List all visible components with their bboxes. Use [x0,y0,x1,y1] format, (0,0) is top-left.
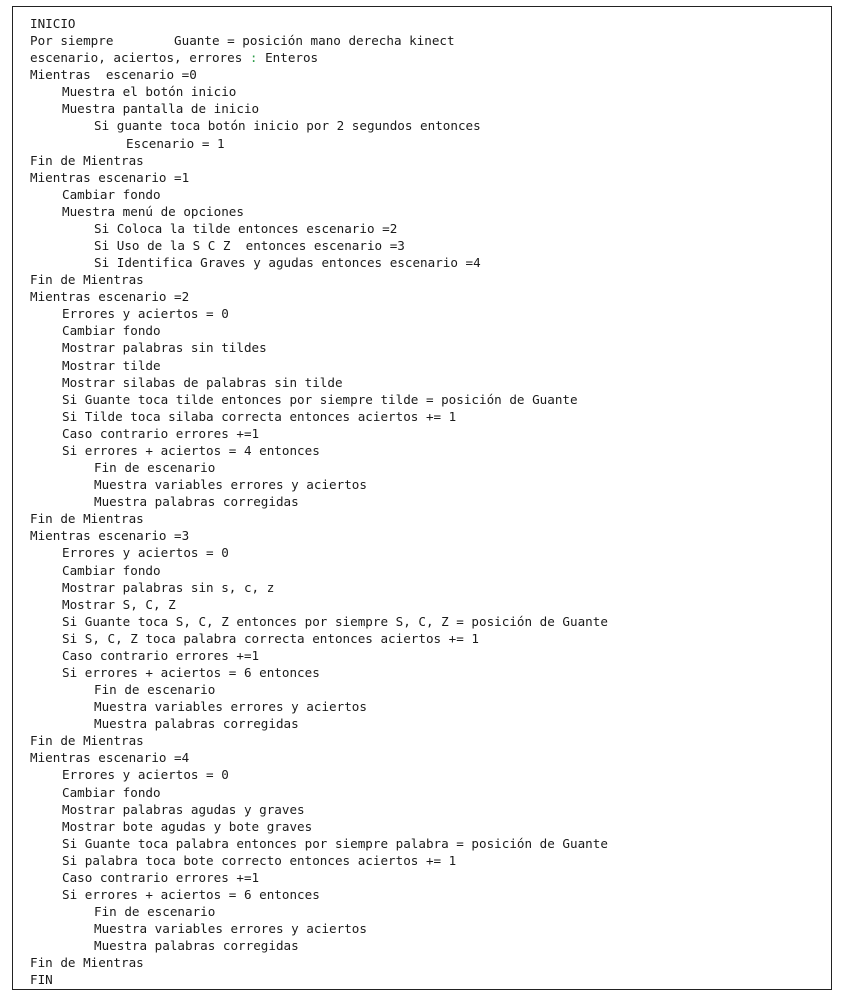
code-line: Fin de escenario [94,682,216,698]
code-line: Si errores + aciertos = 6 entonces [62,886,320,902]
code-line: FIN [30,972,53,988]
code-line: Si Guante toca S, C, Z entonces por siempre S, C, Z = posición de Guante [62,613,608,629]
code-line: Mostrar S, C, Z [62,596,176,612]
code-line: Mostrar silabas de palabras sin tilde [62,374,343,390]
code-line: Muestra menú de opciones [62,203,244,219]
code-line: Mostrar palabras agudas y graves [62,801,305,817]
code-line: Muestra palabras corregidas [94,716,299,732]
code-line: Si Guante toca tilde entonces por siempre tilde = posición de Guante [62,391,578,407]
code-line: Caso contrario errores +=1 [62,869,260,885]
code-line: Muestra el botón inicio [62,84,237,100]
code-line: Mientras escenario =2 [30,289,190,305]
code-line: Muestra variables errores y aciertos [94,921,367,937]
code-line: Cambiar fondo [62,186,161,202]
code-line: Si Uso de la S C Z entonces escenario =3 [94,238,405,254]
code-line: Fin de escenario [94,904,216,920]
code-line: Errores y aciertos = 0 [62,306,229,322]
code-line: Muestra palabras corregidas [94,938,299,954]
code-line: Si errores + aciertos = 6 entonces [62,664,320,680]
code-line: Fin de Mientras [30,733,144,749]
code-line: Fin de Mientras [30,511,144,527]
code-line: INICIO [30,16,76,31]
code-line: Si Tilde toca silaba correcta entonces aciertos += 1 [62,408,457,424]
code-line: Si Guante toca palabra entonces por siempre palabra = posición de Guante [62,835,608,851]
code-line: Mientras escenario =1 [30,169,190,185]
code-line: Muestra palabras corregidas [94,494,299,510]
code-line: Escenario = 1 [126,135,225,151]
code-line: Caso contrario errores +=1 [62,647,260,663]
code-line: Si Coloca la tilde entonces escenario =2 [94,220,398,236]
code-line: Cambiar fondo [62,784,161,800]
code-line: Mostrar palabras sin tildes [62,340,267,356]
code-line: Mostrar bote agudas y bote graves [62,818,313,834]
code-line: escenario, aciertos, errores : Enteros [30,50,319,66]
pseudocode-frame [12,6,832,990]
code-line: Si errores + aciertos = 4 entonces [62,442,320,458]
code-line: Mostrar tilde [62,357,161,373]
code-line: Mientras escenario =0 [30,67,197,83]
code-line: Mostrar palabras sin s, c, z [62,579,275,595]
code-line: Mientras escenario =4 [30,750,190,766]
code-line: Fin de Mientras [30,272,144,288]
code-line: Errores y aciertos = 0 [62,545,229,561]
code-line: Si Identifica Graves y agudas entonces escenario =4 [94,255,481,271]
code-line: Muestra pantalla de inicio [62,101,260,117]
code-line: Cambiar fondo [62,562,161,578]
code-line: Cambiar fondo [62,323,161,339]
code-line: Mientras escenario =3 [30,528,190,544]
code-line: Si guante toca botón inicio por 2 segundos entonces [94,118,481,134]
code-line: Muestra variables errores y aciertos [94,477,367,493]
code-line: Si S, C, Z toca palabra correcta entonces aciertos += 1 [62,630,480,646]
code-line: Errores y aciertos = 0 [62,767,229,783]
code-line: Por siempre Guante = posición mano derecha kinect [30,33,455,49]
type-colon: : [249,50,258,66]
code-line: Fin de Mientras [30,955,144,971]
code-line: Fin de Mientras [30,152,144,168]
code-line: Si palabra toca bote correcto entonces aciertos += 1 [62,852,457,868]
pseudocode-block [30,15,608,988]
code-line: Caso contrario errores +=1 [62,425,260,441]
code-line: Fin de escenario [94,460,216,476]
code-line: Muestra variables errores y aciertos [94,699,367,715]
